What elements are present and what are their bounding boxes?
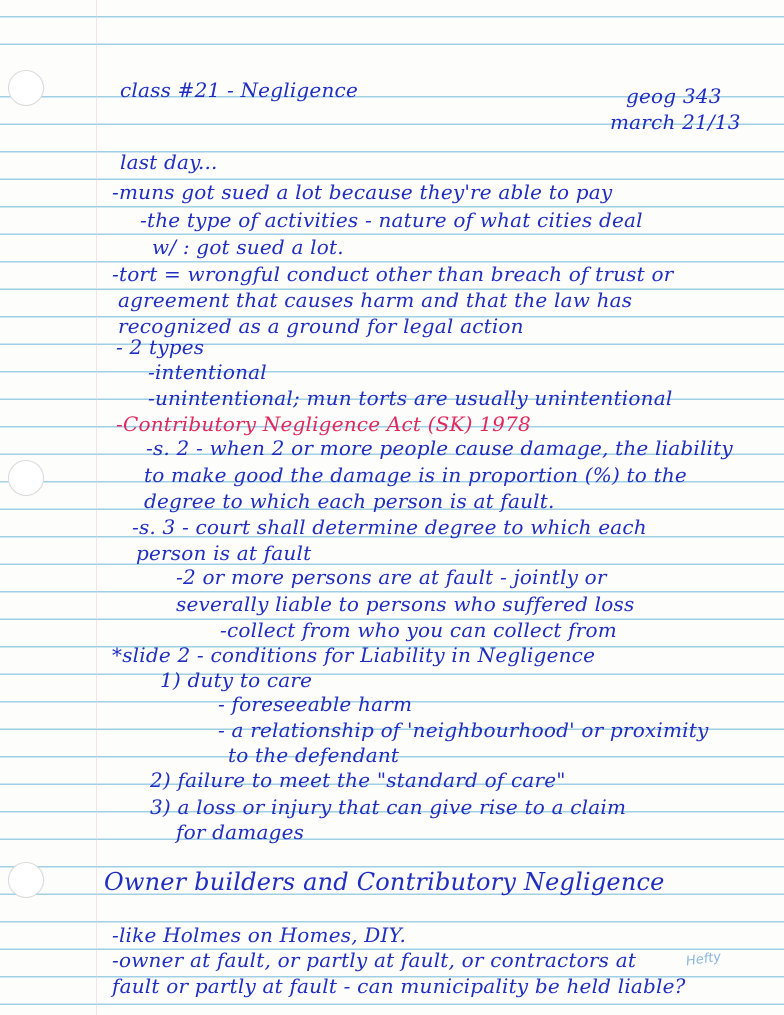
binder-hole-bottom — [8, 862, 44, 898]
note-line: - a relationship of 'neighbourhood' or proximity — [218, 718, 709, 742]
note-line: -tort = wrongful conduct other than breach of trust or — [112, 262, 674, 286]
date: march 21/13 — [610, 110, 741, 134]
note-line: -intentional — [148, 360, 267, 384]
paper-brand-watermark: Hefty — [685, 949, 723, 970]
page-title: class #21 - Negligence — [120, 78, 358, 102]
note-line: agreement that causes harm and that the law has — [118, 288, 633, 312]
note-line: to the defendant — [228, 743, 400, 767]
note-line: - foreseeable harm — [218, 692, 413, 716]
binder-hole-middle — [8, 460, 44, 496]
note-line: -muns got sued a lot because they're able to pay — [112, 180, 613, 204]
note-line: w/ : got sued a lot. — [152, 235, 344, 259]
note-line: -s. 3 - court shall determine degree to which each — [132, 515, 647, 539]
note-line: -like Holmes on Homes, DIY. — [112, 923, 407, 947]
note-line: -owner at fault, or partly at fault, or contractors at — [112, 948, 637, 972]
note-line: fault or partly at fault - can municipality be held liable? — [112, 974, 686, 998]
act-heading: -Contributory Negligence Act (SK) 1978 — [116, 412, 531, 436]
note-line: for damages — [176, 820, 305, 844]
note-line: severally liable to persons who suffered loss — [176, 592, 635, 616]
note-line: - 2 types — [116, 335, 205, 359]
binder-hole-top — [8, 70, 44, 106]
note-line: -the type of activities - nature of what cities deal — [140, 208, 643, 232]
note-line: -collect from who you can collect from — [220, 618, 617, 642]
course-code: geog 343 — [626, 84, 722, 108]
note-line: 2) failure to meet the "standard of care" — [150, 768, 566, 792]
note-line: recognized as a ground for legal action — [118, 314, 524, 338]
note-line: 1) duty to care — [160, 668, 313, 692]
note-line: -s. 2 - when 2 or more people cause damage, the liability — [146, 436, 733, 460]
note-line: last day... — [120, 150, 218, 174]
note-line: person is at fault — [136, 541, 312, 565]
note-line: 3) a loss or injury that can give rise to a claim — [150, 795, 627, 819]
note-line: to make good the damage is in proportion (%) to the — [144, 463, 687, 487]
margin-line — [96, 0, 97, 1015]
note-line: degree to which each person is at fault. — [144, 489, 555, 513]
note-line: *slide 2 - conditions for Liability in Negligence — [112, 643, 596, 667]
note-line: -2 or more persons are at fault - jointly or — [176, 565, 607, 589]
section-heading: Owner builders and Contributory Negligence — [104, 868, 665, 896]
note-line: -unintentional; mun torts are usually unintentional — [148, 386, 673, 410]
